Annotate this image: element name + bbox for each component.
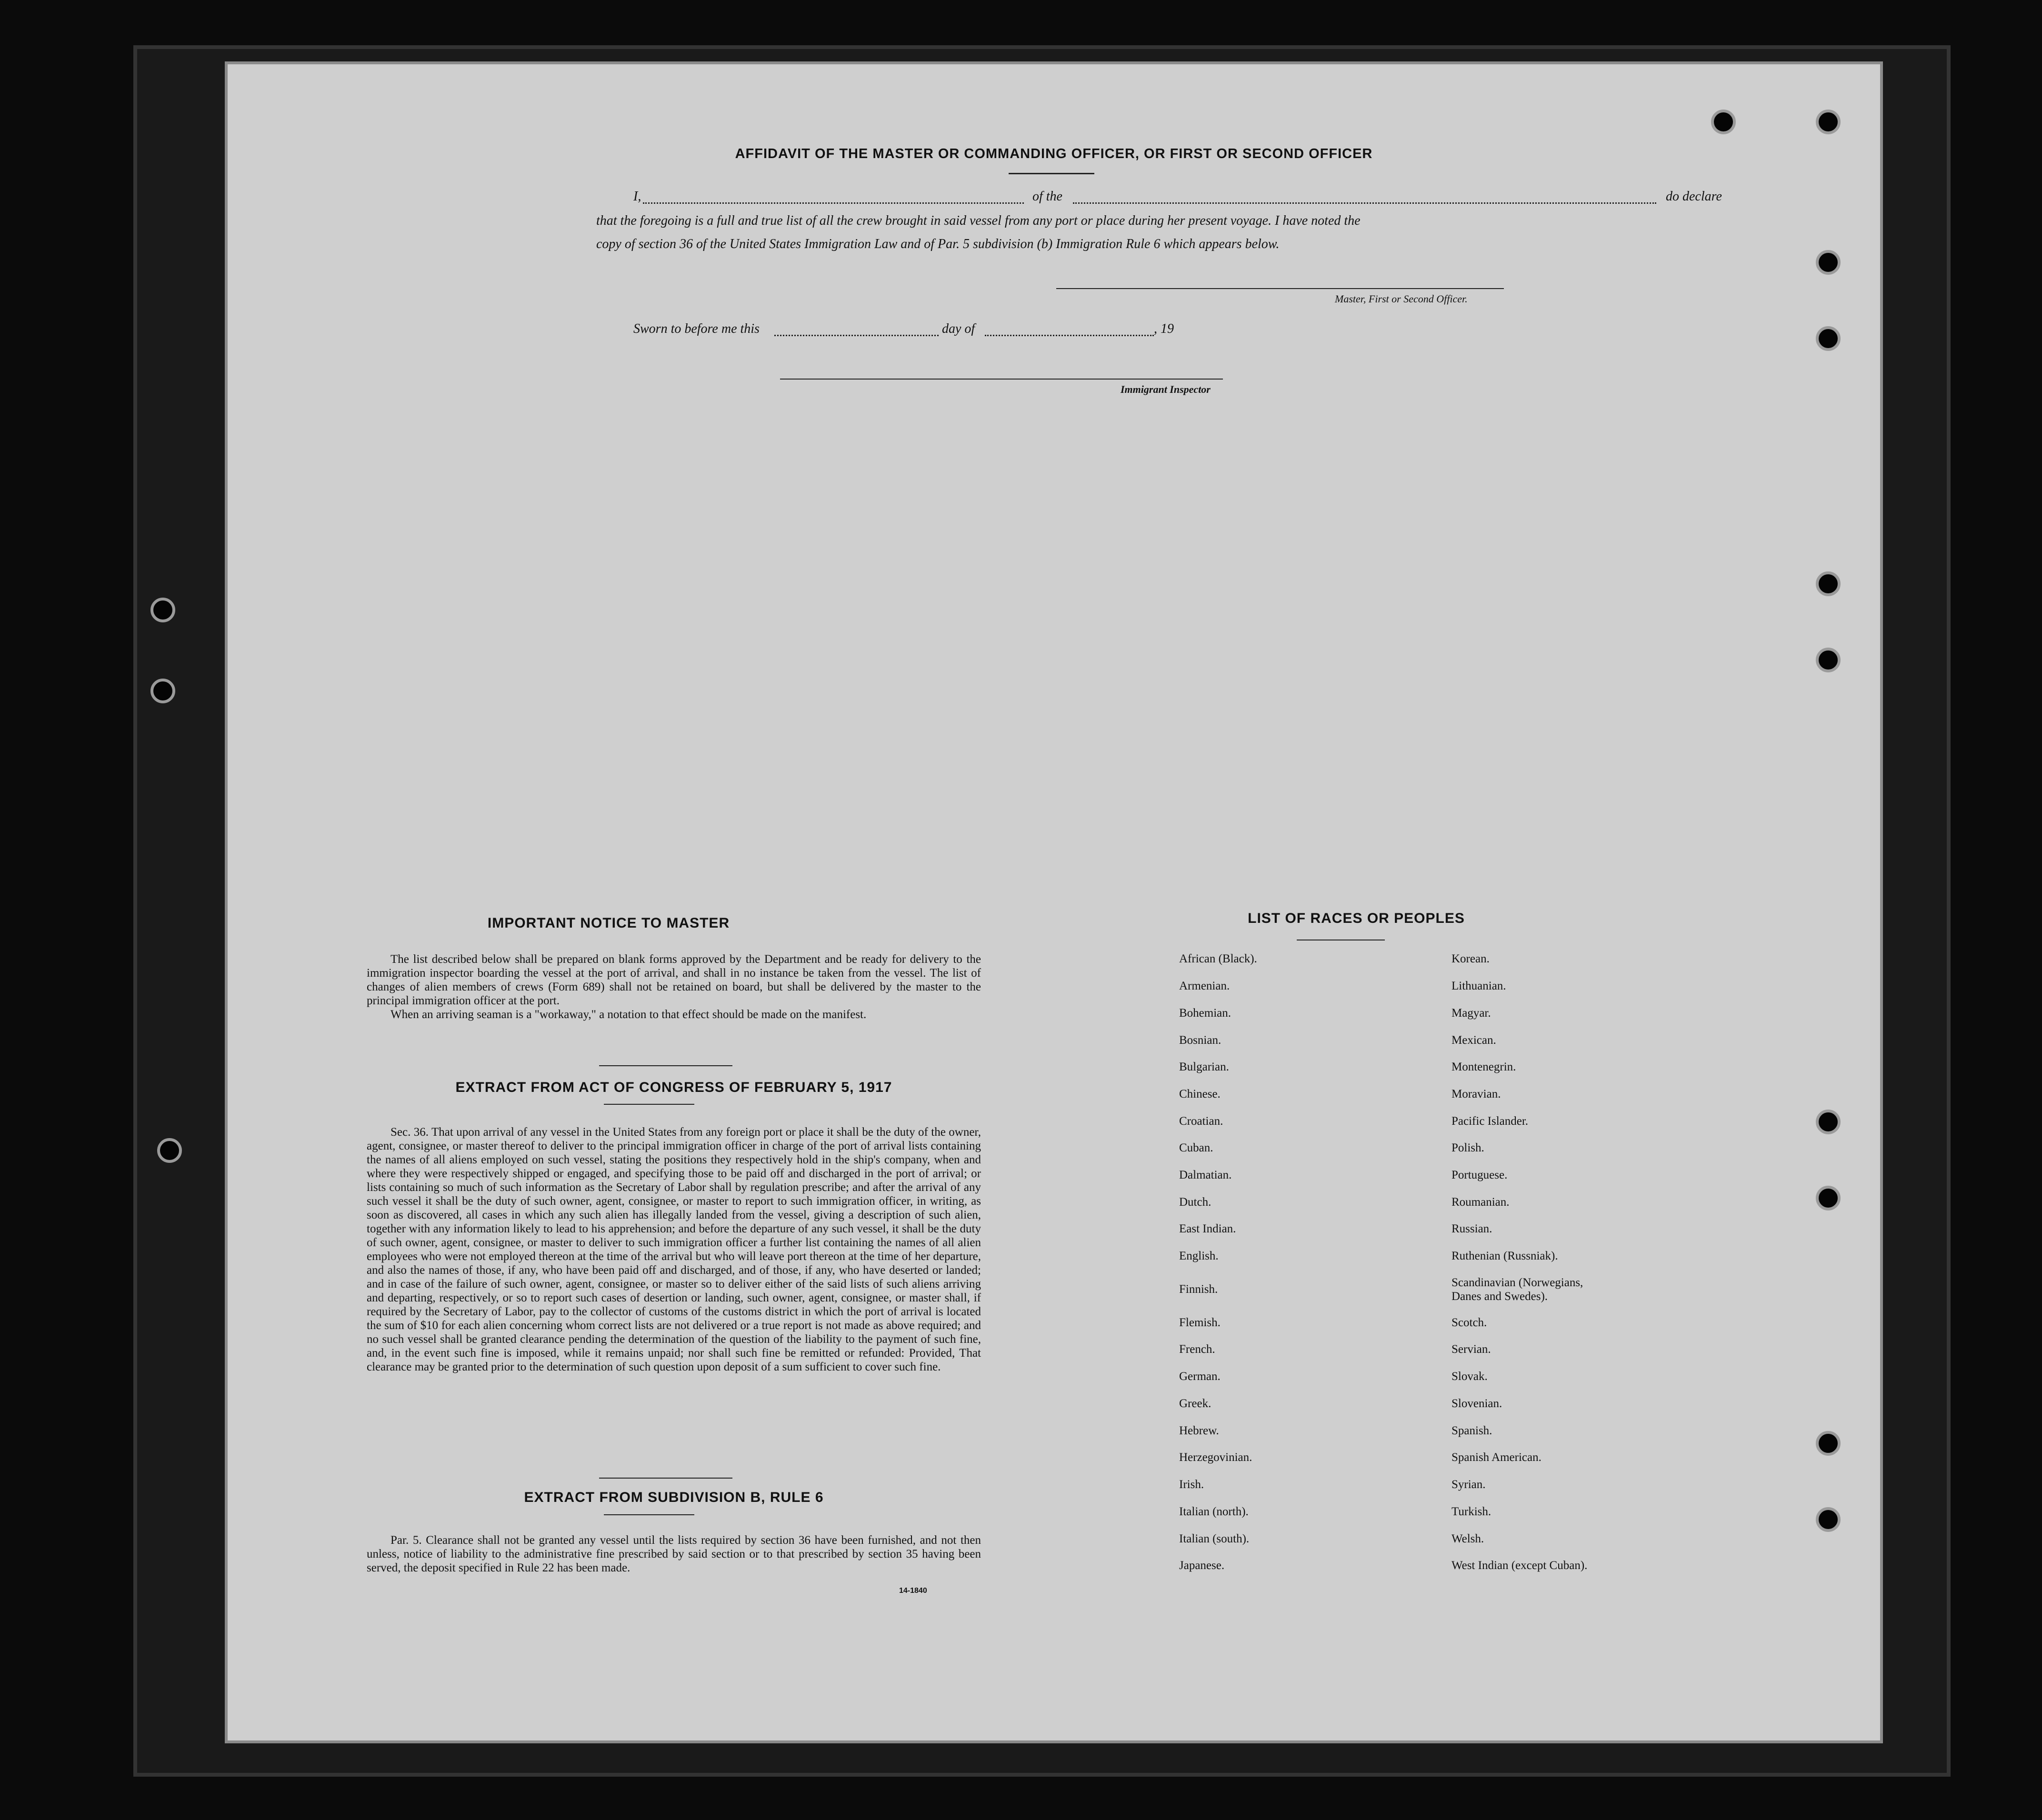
affidavit-line2: that the foregoing is a full and true list of all the crew brought in said vessel from any port or place during her present voyage. I have noted the [596,213,1361,228]
punch-hole [1816,110,1841,134]
race-item: Finnish. [1179,1283,1218,1296]
binder-hole [150,679,175,703]
affidavit-line1-i: I, [633,189,641,204]
race-item: Herzegovinian. [1179,1451,1252,1464]
race-item: Dutch. [1179,1196,1211,1209]
punch-hole [1816,1431,1841,1456]
race-item: Italian (south). [1179,1532,1250,1545]
extract1-text: Sec. 36. That upon arrival of any vessel in the United States from any foreign port or place it shall be the duty of the owner, agent, consignee, or master thereof to deliver to the principal immigration officer in charge of the port of arrival lists containing the names of all aliens employed on such vessel, stating the positions they respectively hold in the ship's company, when and where they were respectively shipped or engaged, and specifying those to be paid off and discharged in the port of arrival; or lists containing so much of such information as the Secretary of Labor shall by regulation prescribe; and after the arrival of any such vessel it shall be the duty of such owner, agent, consignee, or master to report to such immigration officer, in writing, as soon as discovered, all cases in which any such alien has illegally landed from the vessel, giving a description of such alien, together with any information likely to lead to his apprehension; and before the departure of any such vessel, it shall be the duty of such owner, agent, consignee, or master to deliver to such immigration officer a further list containing the names of all alien employees who were not employed thereon at the time of the arrival but who will leave port thereon at the time of her departure, and also the names of those, if any, who have been paid off and discharged, and of those, if any, who have deserted or landed; and in case of the failure of such owner, agent, consignee, or master so to deliver either of the said lists of such aliens arriving and departing, respectively, or so to report such cases of desertion or landing, such owner, agent, consignee, or master shall, if required by the Secretary of Labor, pay to the collector of customs of the customs district in which the port of arrival is located the sum of $10 for each alien concerning whom correct lists are not delivered or a true report is not made as above required; and no such vessel shall be granted clearance pending the determination of the question of the liability to the payment of such fine, and, in the event such fine is imposed, while it remains unpaid; nor shall such fine be remitted or refunded: Provided, That clearance may be granted prior to the determination of such question upon deposit of a sum sufficient to cover such fine. [367,1126,981,1373]
form-number: 14-1840 [899,1587,927,1595]
extract2-text: Par. 5. Clearance shall not be granted any vessel until the lists required by section 36 have been furnished, and not then unless, notice of liability to the administrative fine prescribed by said section or to that prescribed by section 35 having been served, the deposit specified in Rule 22 has been made. [367,1534,981,1574]
race-item: East Indian. [1179,1222,1236,1235]
race-item: German. [1179,1370,1221,1383]
race-item: Flemish. [1179,1316,1221,1329]
race-item: Irish. [1179,1478,1204,1491]
race-item: English. [1179,1250,1219,1262]
extract1-title: EXTRACT FROM ACT OF CONGRESS OF FEBRUARY 5, 1917 [455,1080,892,1095]
punch-hole [1816,1507,1841,1532]
punch-hole [1816,326,1841,351]
affidavit-line1-of-the: of the [1032,189,1062,204]
document-page [228,64,1880,1740]
race-item: Spanish American. [1451,1451,1542,1464]
punch-hole [1816,1110,1841,1134]
race-item: Dalmatian. [1179,1169,1232,1181]
race-item: Croatian. [1179,1115,1223,1128]
vessel-blank [1073,202,1656,204]
punch-hole [1711,110,1736,134]
race-item: Moravian. [1451,1088,1501,1100]
race-item: Ruthenian (Russniak). [1451,1250,1558,1262]
race-item: Roumanian. [1451,1196,1510,1209]
sworn-month-blank [985,335,1154,336]
divider [599,1478,732,1479]
inspector-signature-line [780,379,1223,380]
binder-hole [150,598,175,622]
race-item: Mexican. [1451,1034,1496,1047]
punch-hole [1816,571,1841,596]
sworn-day-of: day of [942,321,975,336]
race-item: Danes and Swedes). [1451,1290,1548,1303]
notice-text [367,952,981,1021]
punch-hole [1816,250,1841,275]
race-item: Korean. [1451,952,1490,965]
master-signature-line [1056,288,1504,289]
race-item: Bohemian. [1179,1007,1231,1020]
race-item: Welsh. [1451,1532,1484,1545]
title-underline [1009,173,1094,174]
race-item: Scandinavian (Norwegians, [1451,1276,1583,1289]
races-title: LIST OF RACES OR PEOPLES [1248,910,1465,926]
binder-hole [157,1138,182,1163]
affidavit-line3: copy of section 36 of the United States Immigration Law and of Par. 5 subdivision (b) Immigration Rule 6 which appears below. [596,237,1280,251]
notice-para-1: The list described below shall be prepared on blank forms approved by the Department and be ready for delivery to the immigration inspector boarding the vessel at the port of arrival, and shall in no instance be taken from the vessel. The list of changes of alien members of crews (Form 689) shall not be retained on board, but shall be delivered by the master to the principal immigration officer at the port. [367,953,981,1007]
race-item: Montenegrin. [1451,1060,1516,1073]
inspector-signature-label: Immigrant Inspector [1121,383,1211,395]
race-item: Slovenian. [1451,1397,1502,1410]
race-item: Magyar. [1451,1007,1491,1020]
race-item: Scotch. [1451,1316,1487,1329]
race-item: Bulgarian. [1179,1060,1229,1073]
race-item: Lithuanian. [1451,980,1506,992]
race-item: Pacific Islander. [1451,1115,1529,1128]
race-item: Armenian. [1179,980,1230,992]
race-item: Greek. [1179,1397,1211,1410]
notice-para-2: When an arriving seaman is a "workaway," a notation to that effect should be made on the manifest. [390,1008,867,1021]
divider [604,1104,694,1105]
master-signature-label: Master, First or Second Officer. [1335,293,1468,305]
divider [604,1514,694,1515]
race-item: Italian (north). [1179,1505,1249,1518]
divider [599,1065,732,1066]
race-item: Turkish. [1451,1505,1491,1518]
affidavit-line1-declare: do declare [1666,189,1722,204]
race-item: Servian. [1451,1343,1491,1356]
race-item: Cuban. [1179,1141,1213,1154]
race-item: Hebrew. [1179,1424,1219,1437]
punch-hole [1816,1186,1841,1210]
sworn-day-blank [774,335,939,336]
race-item: Portuguese. [1451,1169,1508,1181]
extract2-title: EXTRACT FROM SUBDIVISION B, RULE 6 [524,1490,824,1505]
race-item: African (Black). [1179,952,1257,965]
affidavit-title: AFFIDAVIT OF THE MASTER OR COMMANDING OFFICER, OR FIRST OR SECOND OFFICER [735,146,1373,161]
race-item: Syrian. [1451,1478,1486,1491]
race-item: Japanese. [1179,1559,1225,1572]
race-item: French. [1179,1343,1215,1356]
sworn-year: , 19 [1154,321,1174,336]
race-item: Slovak. [1451,1370,1488,1383]
race-item: Spanish. [1451,1424,1492,1437]
race-item: Chinese. [1179,1088,1221,1100]
race-item: Polish. [1451,1141,1484,1154]
sworn-prefix: Sworn to before me this [633,321,760,336]
notice-title: IMPORTANT NOTICE TO MASTER [487,915,730,931]
race-item: Bosnian. [1179,1034,1221,1047]
race-item: West Indian (except Cuban). [1451,1559,1588,1572]
punch-hole [1816,648,1841,672]
race-item: Russian. [1451,1222,1492,1235]
name-blank [643,202,1024,204]
